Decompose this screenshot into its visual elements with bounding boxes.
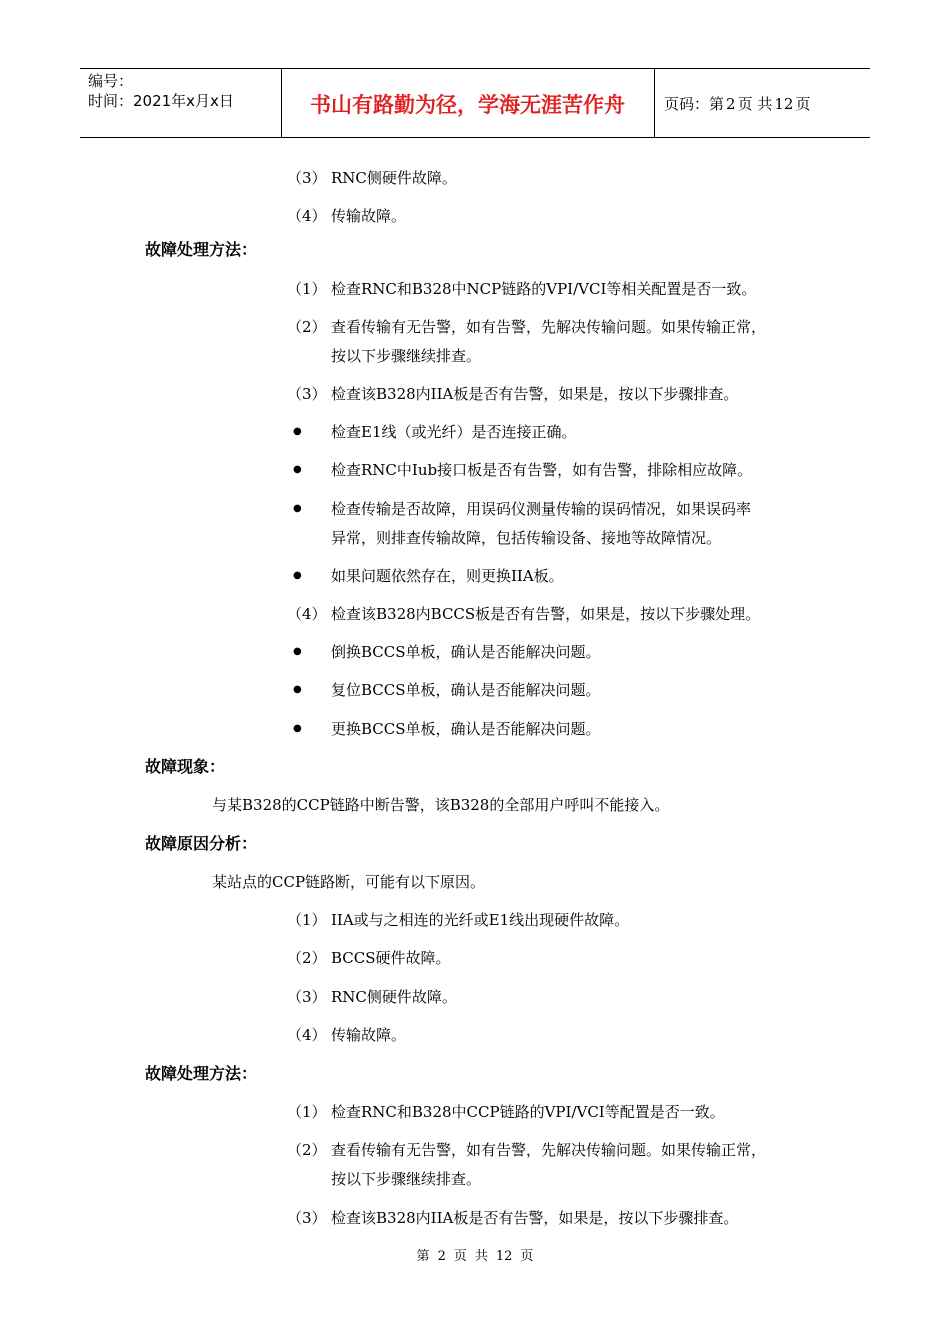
bullet-icon: ●	[293, 426, 302, 437]
page-header	[80, 68, 870, 138]
item-text: 传输故障。	[331, 1026, 407, 1044]
bullet-icon: ●	[293, 570, 302, 581]
item-text: RNC侧硬件故障。	[331, 169, 457, 187]
item-number: （1）	[287, 1103, 327, 1121]
item-text: 查看传输有无告警，如有告警，先解决传输问题。如果传输正常，	[331, 318, 767, 336]
header-meta	[88, 71, 234, 111]
item-text: 如果问题依然存在，则更换IIA板。	[331, 567, 564, 585]
item-text: 检查传输是否故障，用误码仪测量传输的误码情况，如果误码率	[331, 500, 752, 518]
bullet-icon: ●	[293, 723, 302, 734]
section-heading: 故障现象：	[145, 757, 226, 776]
item-number: （1）	[287, 280, 327, 298]
section-heading: 故障处理方法：	[145, 1064, 258, 1083]
header-motto: 书山有路勤为径，学海无涯苦作舟	[310, 93, 625, 117]
item-text: 检查该B328内IIA板是否有告警，如果是，按以下步骤排查。	[331, 1209, 739, 1227]
item-text: 检查RNC和B328中CCP链路的VPI/VCI等配置是否一致。	[331, 1103, 725, 1121]
section-heading: 故障原因分析：	[145, 834, 258, 853]
item-text: 倒换BCCS单板，确认是否能解决问题。	[331, 643, 601, 661]
paragraph: 与某B328的CCP链路中断告警，该B328的全部用户呼叫不能接入。	[212, 796, 670, 814]
bullet-icon: ●	[293, 464, 302, 475]
item-text: 传输故障。	[331, 207, 407, 225]
item-number: （4）	[287, 605, 327, 623]
footer-text: 页	[453, 1249, 467, 1264]
item-number: （3）	[287, 1209, 327, 1227]
item-text: 按以下步骤继续排查。	[331, 347, 482, 365]
item-text: 检查RNC和B328中NCP链路的VPI/VCI等相关配置是否一致。	[331, 280, 757, 298]
item-text: 检查该B328内BCCS板是否有告警，如果是，按以下步骤处理。	[331, 605, 761, 623]
header-page-mid: 页 共	[737, 95, 773, 113]
item-number: （4）	[287, 207, 327, 225]
footer-page-num: 2	[437, 1249, 446, 1264]
page-footer	[0, 1245, 950, 1264]
header-page-info	[664, 69, 812, 137]
header-page-end: 页	[795, 95, 811, 113]
item-text: BCCS硬件故障。	[331, 949, 451, 967]
footer-page-total: 12	[495, 1249, 513, 1264]
item-number: （3）	[287, 385, 327, 403]
item-text: 更换BCCS单板，确认是否能解决问题。	[331, 720, 601, 738]
item-number: （4）	[287, 1026, 327, 1044]
header-time-label: 时间：2021年x月x日	[88, 92, 234, 110]
bullet-icon: ●	[293, 684, 302, 695]
section-heading: 故障处理方法：	[145, 240, 258, 259]
footer-text: 共	[474, 1249, 488, 1264]
item-number: （3）	[287, 169, 327, 187]
item-text: IIA或与之相连的光纤或E1线出现硬件故障。	[331, 911, 630, 929]
item-text: 检查E1线（或光纤）是否连接正确。	[331, 423, 577, 441]
paragraph: 某站点的CCP链路断，可能有以下原因。	[212, 873, 486, 891]
footer-text: 页	[520, 1249, 534, 1264]
item-number: （1）	[287, 911, 327, 929]
footer-text: 第	[416, 1249, 430, 1264]
item-number: （2）	[287, 949, 327, 967]
bullet-icon: ●	[293, 646, 302, 657]
item-text: 检查该B328内IIA板是否有告警，如果是，按以下步骤排查。	[331, 385, 739, 403]
item-text: 查看传输有无告警，如有告警，先解决传输问题。如果传输正常，	[331, 1141, 767, 1159]
bullet-icon: ●	[293, 503, 302, 514]
item-number: （2）	[287, 318, 327, 336]
item-text: RNC侧硬件故障。	[331, 988, 457, 1006]
header-page-num: 2	[726, 95, 736, 113]
header-page-label: 页码：第	[664, 95, 725, 113]
item-number: （2）	[287, 1141, 327, 1159]
header-divider	[654, 69, 655, 137]
header-page-total: 12	[774, 95, 794, 113]
item-text: 异常，则排查传输故障，包括传输设备、接地等故障情况。	[331, 529, 722, 547]
item-number: （3）	[287, 988, 327, 1006]
item-text: 检查RNC中Iub接口板是否有告警，如有告警，排除相应故障。	[331, 461, 753, 479]
item-text: 按以下步骤继续排查。	[331, 1170, 482, 1188]
item-text: 复位BCCS单板，确认是否能解决问题。	[331, 681, 601, 699]
header-id-label: 编号：	[88, 72, 134, 90]
